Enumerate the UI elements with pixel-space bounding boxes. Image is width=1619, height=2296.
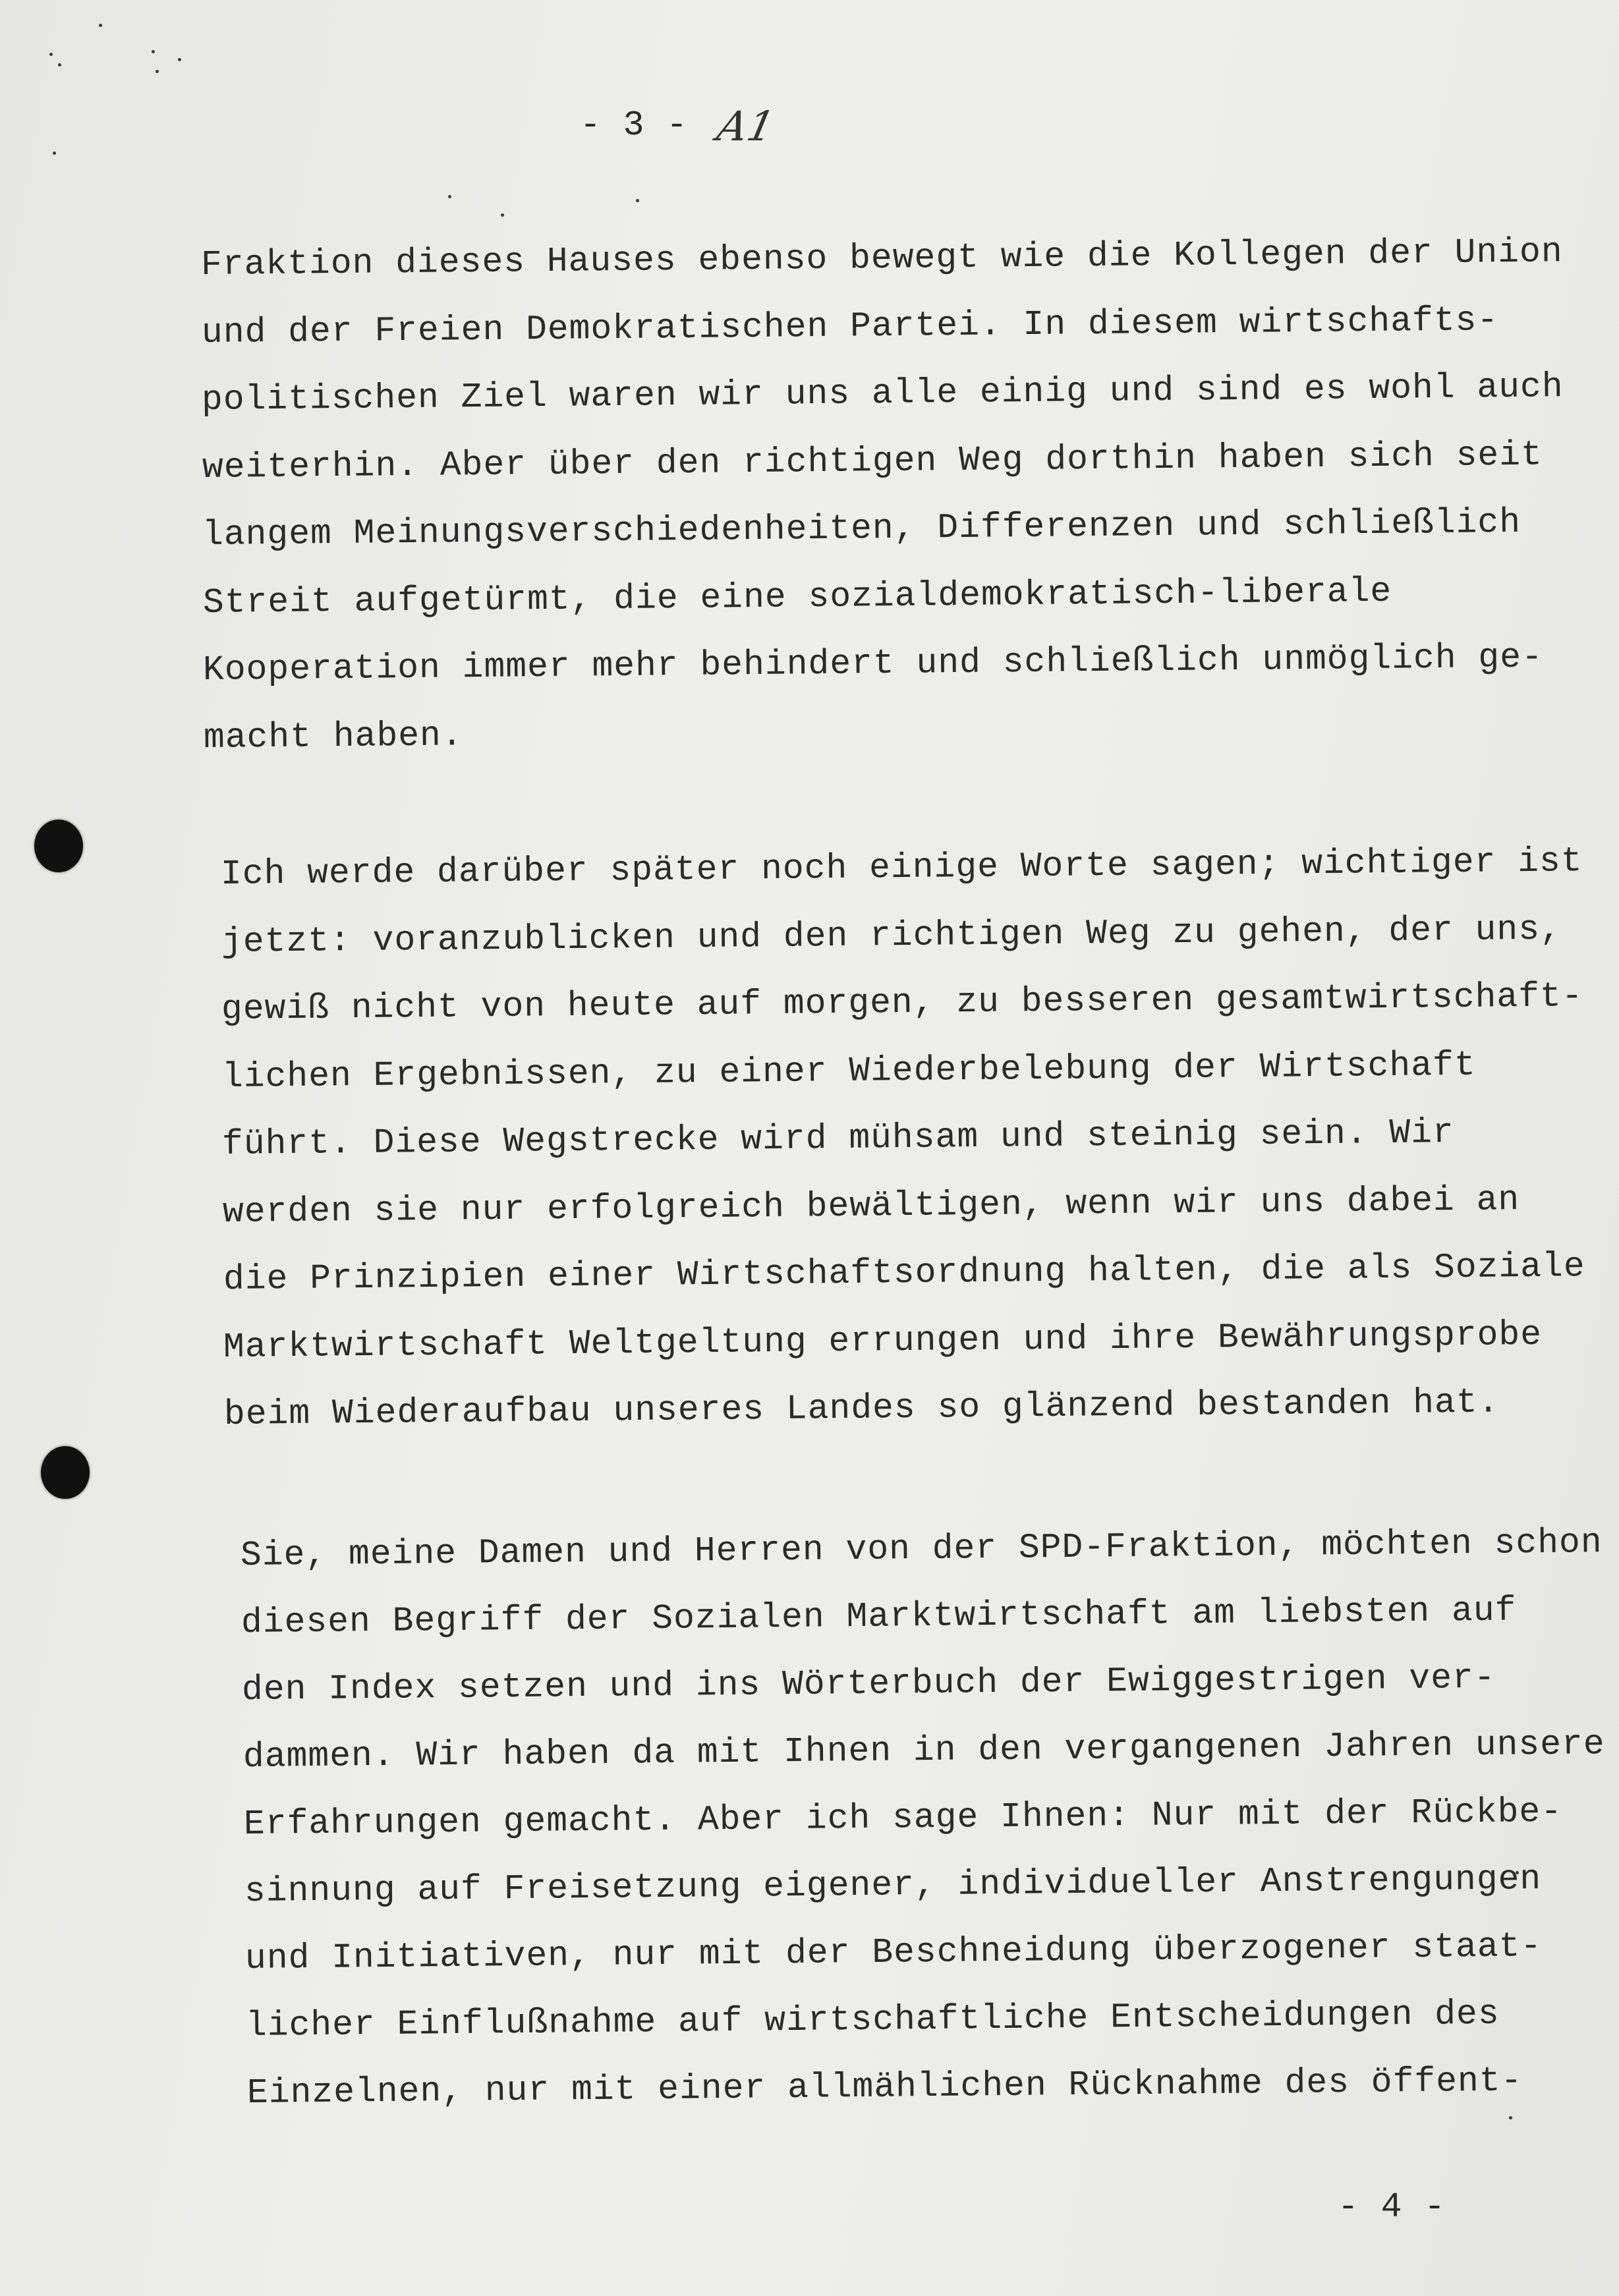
text-line: beim Wiederaufbau unseres Landes so glänzend bestanden hat. xyxy=(223,1382,1500,1434)
text-line: Erfahrungen gemacht. Aber ich sage Ihnen: Nur mit der Rückbe- xyxy=(243,1791,1563,1844)
text-line: gewiß nicht von heute auf morgen, zu besseren gesamtwirtschaft- xyxy=(221,976,1584,1029)
text-line: Sie, meine Damen und Herren von der SPD-Fraktion, möchten schon xyxy=(240,1523,1603,1575)
paper-speck xyxy=(156,70,159,73)
handwritten-annotation: A1 xyxy=(713,102,779,150)
text-line: Fraktion dieses Hauses ebenso bewegt wie die Kollegen der Union xyxy=(200,232,1563,285)
paper-speck xyxy=(99,24,102,27)
text-line: und Initiativen, nur mit der Beschneidung überzogener staat- xyxy=(244,1926,1543,1978)
paper-speck xyxy=(53,152,56,155)
text-line: jetzt: voranzublicken und den richtigen Weg zu gehen, der uns, xyxy=(221,909,1562,962)
text-line: die Prinzipien einer Wirtschaftsordnung halten, die als Soziale xyxy=(223,1246,1585,1299)
paper-speck xyxy=(152,50,155,53)
text-line: langem Meinungsverschiedenheiten, Differenzen und schließlich xyxy=(202,502,1521,555)
text-line: dammen. Wir haben da mit Ihnen in den vergangenen Jahren unsere xyxy=(242,1724,1605,1777)
punch-hole-lower xyxy=(41,1446,90,1499)
text-line: macht haben. xyxy=(203,715,463,758)
text-line: Streit aufgetürmt, die eine sozialdemokratisch-liberale xyxy=(202,571,1392,623)
text-line: Marktwirtschaft Weltgeltung errungen und ihre Bewährungsprobe xyxy=(223,1314,1543,1367)
page-number: - 3 - xyxy=(580,105,689,145)
paper-speck xyxy=(448,195,451,198)
continuation-marker: - 4 - xyxy=(1338,2187,1446,2227)
text-line: Kooperation immer mehr behindert und schließlich unmöglich ge- xyxy=(202,637,1544,690)
paper-speck xyxy=(178,58,181,61)
paper-speck xyxy=(636,199,639,202)
paper-speck xyxy=(1509,2116,1512,2119)
text-line: diesen Begriff der Sozialen Marktwirtschaft am liebsten auf xyxy=(241,1590,1517,1642)
punch-hole-upper xyxy=(34,820,83,872)
text-line: politischen Ziel waren wir uns alle einig und sind es wohl auch xyxy=(201,367,1564,420)
text-line: und der Freien Demokratischen Partei. In diesem wirtschafts- xyxy=(201,300,1499,352)
text-line: Ich werde darüber später noch einige Worte sagen; wichtiger ist xyxy=(220,841,1583,894)
paper-speck xyxy=(501,213,504,217)
text-line: licher Einflußnahme auf wirtschaftliche Entscheidungen des xyxy=(246,1994,1500,2046)
text-line: sinnung auf Freisetzung eigener, individueller Anstrengungen xyxy=(244,1859,1542,1911)
paper-speck xyxy=(49,53,53,56)
text-line: den Index setzen und ins Wörterbuch der Ewiggestrigen ver- xyxy=(242,1658,1496,1710)
text-line: lichen Ergebnissen, zu einer Wiederbelebung der Wirtschaft xyxy=(221,1045,1476,1097)
text-line: führt. Diese Wegstrecke wird mühsam und steinig sein. Wir xyxy=(222,1113,1455,1164)
text-line: weiterhin. Aber über den richtigen Weg dorthin haben sich seit xyxy=(202,434,1543,488)
text-line: werden sie nur erfolgreich bewältigen, wenn wir uns dabei an xyxy=(222,1179,1520,1232)
paper-speck xyxy=(58,63,61,67)
text-line: Einzelnen, nur mit einer allmählichen Rücknahme des öffent- xyxy=(246,2061,1523,2113)
